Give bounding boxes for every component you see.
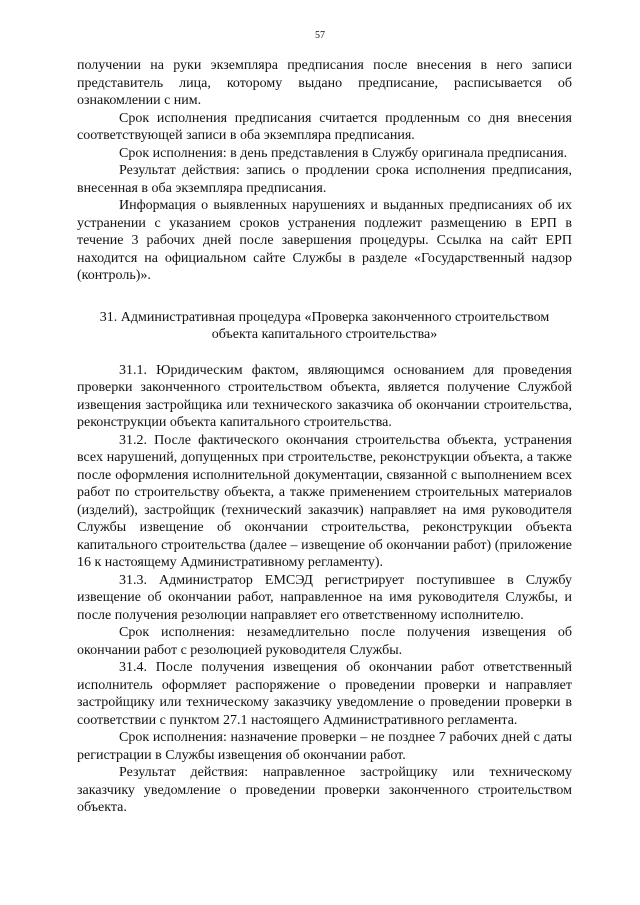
paragraph: 31.4. После получения извещения об окончании работ ответственный исполнитель оформляет распоряжение о проведении проверки и направляет застройщику или техническому заказчику уведомление о проведении проверки в соответствии с пунктом 27.1 настоящего Административного регламента. [77,660,572,728]
section-heading [77,309,572,344]
paragraph: 31.3. Администратор ЕМСЭД регистрирует поступившее в Службу извещение об окончании работ, направленное на имя руководителя Службы, и после получения резолюции направляет его ответственному исполнителю. [77,572,572,623]
paragraph: получении на руки экземпляра предписания после внесения в него записи представитель лица, которому выдано предписание, расписывается об ознакомлении с ним. [77,58,572,108]
section-heading-line: объекта капитального строительства» [211,327,438,342]
paragraph: Срок исполнения предписания считается продленным со дня внесения соответствующей записи в оба экземпляра предписания. [77,110,572,143]
page-content [77,57,572,817]
paragraph: Результат действия: направленное застройщику или техническому заказчику уведомление о проведении проверки законченного строительством объекта. [77,765,572,815]
paragraph: 31.2. После фактического окончания строительства объекта, устранения всех нарушений, допущенных при строительстве, реконструкции объекта, а также после оформления исполнительной документации, связанной с выполнением всех работ по строительству объекта, а также применением строительных материалов (изделий), застройщик (технический заказчик) направляет на имя руководителя Службы извещение об окончании строительства, реконструкции объекта капитального строительства (далее – извещение об окончании работ) (приложение 16 к настоящему Административному регламенту). [77,432,572,570]
paragraph: Срок исполнения: в день представления в Службу оригинала предписания. [119,145,568,161]
paragraph: Результат действия: запись о продлении срока исполнения предписания, внесенная в оба экземпляра предписания. [77,163,572,196]
paragraph: 31.1. Юридическим фактом, являющимся основанием для проведения проверки законченного строительством объекта, является получение Службой извещения застройщика или технического заказчика об окончании строительства, реконструкции объекта капитального строительства. [77,362,572,430]
paragraph: Срок исполнения: незамедлительно после получения извещения об окончании работ с резолюцией руководителя Службы. [77,625,572,658]
paragraph: Срок исполнения: назначение проверки – не позднее 7 рабочих дней с даты регистрации в Службы извещения об окончании работ. [77,730,572,763]
paragraph: Информация о выявленных нарушениях и выданных предписаниях об их устранении с указанием сроков устранения подлежит размещению в ЕРП в течение 3 рабочих дней после завершения процедуры. Ссылка на сайт ЕРП находится на официальном сайте Службы в разделе «Государственный надзор (контроль)». [77,198,572,283]
page-number: 57 [315,30,325,41]
section-heading-line: 31. Административная процедура «Проверка законченного строительством [99,309,550,325]
